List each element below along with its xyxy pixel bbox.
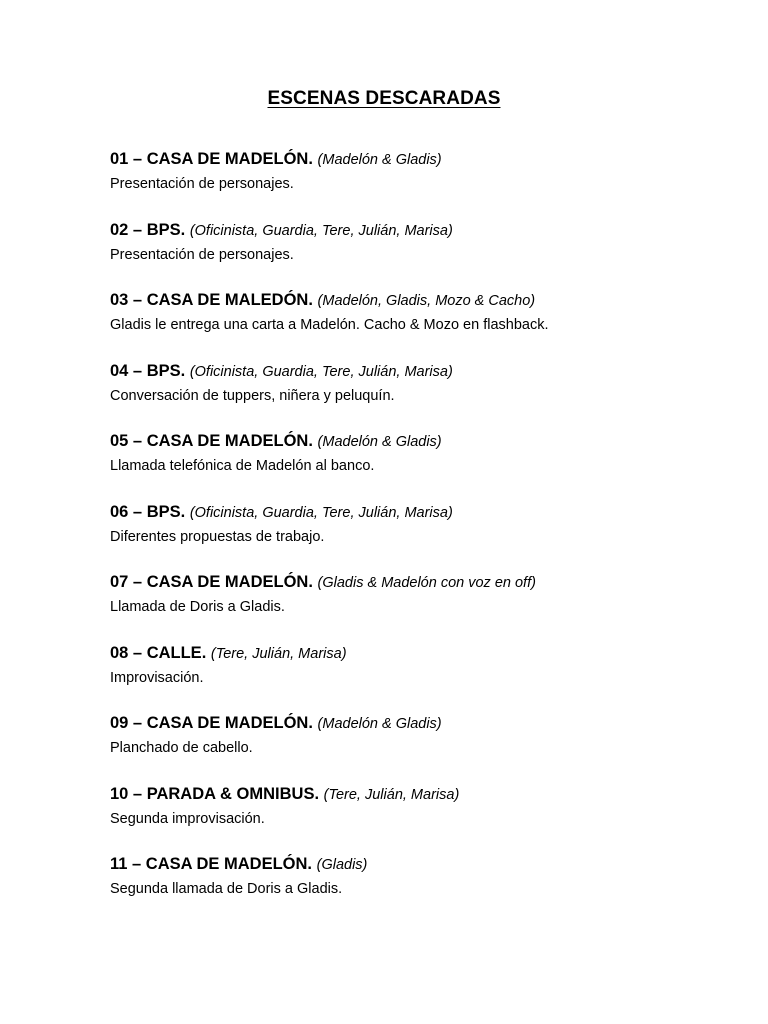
- scene-cast: (Oficinista, Guardia, Tere, Julián, Marisa): [189, 222, 453, 239]
- scene-cast: (Gladis & Madelón con voz en off): [317, 575, 536, 591]
- scene-heading: 07 – CASA DE MADELÓN.: [110, 573, 313, 591]
- scene-description: Llamada de Doris a Gladis.: [110, 599, 285, 615]
- scene-item: [110, 219, 730, 290]
- scene-heading-line: [110, 360, 730, 383]
- scene-heading-line: [110, 501, 730, 524]
- scene-heading: 06 – BPS.: [110, 502, 186, 521]
- scene-cast: (Gladis): [316, 857, 368, 873]
- scene-item: [110, 148, 730, 219]
- scene-heading-line: [110, 571, 730, 594]
- page-title: ESCENAS DESCARADAS: [267, 88, 501, 109]
- scene-heading-line: [110, 219, 730, 242]
- scene-heading: 09 – CASA DE MADELÓN.: [110, 714, 313, 732]
- scene-heading: 02 – BPS.: [110, 220, 186, 239]
- scene-description: Segunda improvisación.: [110, 810, 265, 827]
- scene-description: Diferentes propuestas de trabajo.: [110, 528, 325, 545]
- scene-description: Conversación de tuppers, niñera y peluquín.: [110, 387, 395, 404]
- scene-cast: (Madelón, Gladis, Mozo & Cacho): [317, 293, 536, 309]
- scene-heading: 04 – BPS.: [110, 361, 186, 380]
- scene-description: Gladis le entrega una carta a Madelón. Cacho & Mozo en flashback.: [110, 317, 549, 333]
- scene-cast: (Madelón & Gladis): [317, 434, 442, 450]
- scene-heading: 10 – PARADA & OMNIBUS.: [110, 784, 320, 803]
- scene-description: Segunda llamada de Doris a Gladis.: [110, 881, 343, 897]
- scene-cast: (Madelón & Gladis): [317, 152, 442, 168]
- scene-heading-line: [110, 289, 730, 312]
- scene-item: [110, 289, 730, 360]
- scene-item: [110, 642, 730, 713]
- scene-description: Planchado de cabello.: [110, 740, 253, 756]
- scene-item: [110, 783, 730, 854]
- scene-heading-line: [110, 853, 730, 876]
- scene-cast: (Oficinista, Guardia, Tere, Julián, Marisa): [189, 504, 453, 521]
- scene-item: [110, 430, 730, 501]
- scene-item: [110, 853, 730, 924]
- scene-description: Presentación de personajes.: [110, 246, 294, 263]
- scene-cast: (Tere, Julián, Marisa): [210, 645, 347, 662]
- scene-heading-line: [110, 430, 730, 453]
- scene-heading: 08 – CALLE.: [110, 643, 207, 662]
- scene-cast: (Madelón & Gladis): [317, 716, 442, 732]
- scene-heading: 05 – CASA DE MADELÓN.: [110, 432, 313, 450]
- scene-cast: (Tere, Julián, Marisa): [323, 786, 460, 803]
- scene-heading-line: [110, 712, 730, 735]
- scene-heading-line: [110, 642, 730, 665]
- scene-item: [110, 712, 730, 783]
- scene-item: [110, 360, 730, 431]
- scene-item: [110, 501, 730, 572]
- scene-description: Llamada telefónica de Madelón al banco.: [110, 458, 375, 474]
- scene-heading-line: [110, 148, 730, 171]
- scene-cast: (Oficinista, Guardia, Tere, Julián, Marisa): [189, 363, 453, 380]
- scene-item: [110, 571, 730, 642]
- scene-heading: 03 – CASA DE MALEDÓN.: [110, 291, 313, 309]
- scene-list: [110, 148, 730, 924]
- scene-heading-line: [110, 783, 730, 806]
- scene-heading: 11 – CASA DE MADELÓN.: [110, 855, 313, 873]
- scene-description: Presentación de personajes.: [110, 176, 294, 192]
- scene-description: Improvisación.: [110, 669, 204, 686]
- scene-heading: 01 – CASA DE MADELÓN.: [110, 150, 313, 168]
